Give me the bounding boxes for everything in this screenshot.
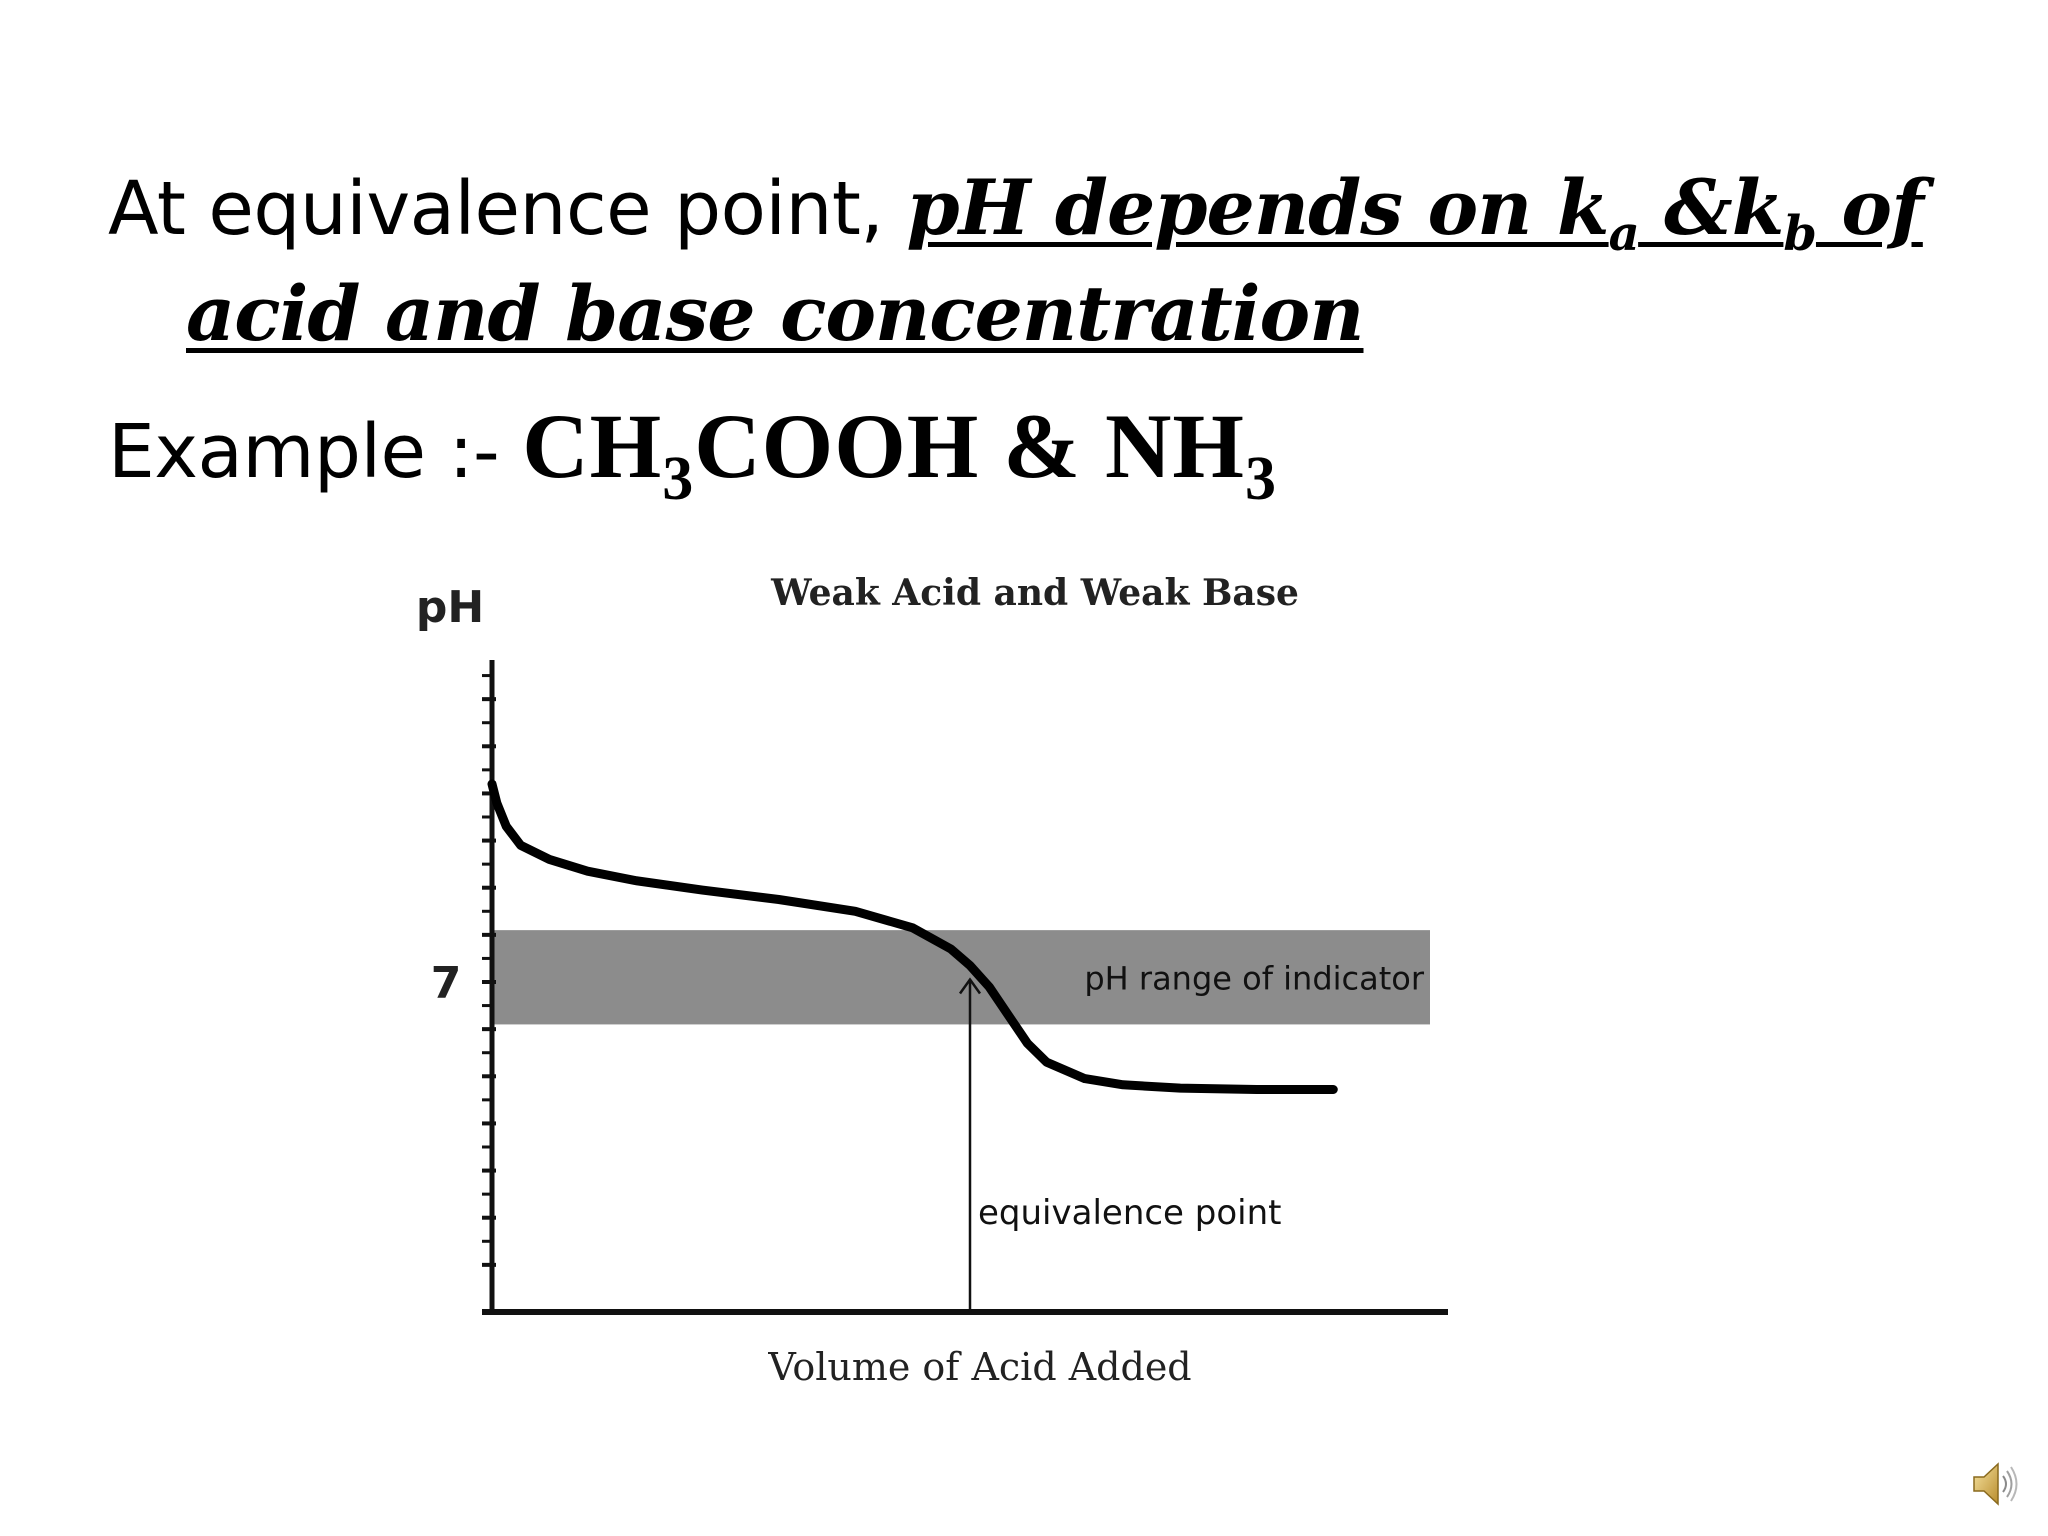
heading-prefix: At equivalence point, bbox=[108, 166, 907, 252]
heading-line-2: acid and base concentration bbox=[186, 269, 1364, 358]
kb-subscript: b bbox=[1783, 206, 1816, 262]
formula-text-2: COOH & NH bbox=[694, 395, 1245, 497]
formula-subscript-2: 3 bbox=[1244, 445, 1277, 513]
chart-title: Weak Acid and Weak Base bbox=[771, 572, 1299, 614]
titration-chart bbox=[380, 560, 1520, 1400]
example-label: Example :- bbox=[108, 409, 523, 495]
example-formula bbox=[522, 395, 1277, 513]
annotation-layer bbox=[960, 980, 1282, 1313]
slide-text bbox=[108, 158, 1988, 513]
emph-text-3: of bbox=[1815, 163, 1923, 252]
indicator-band-layer bbox=[492, 930, 1430, 1024]
y-tick-label: 7 bbox=[430, 958, 462, 1009]
y-axis-label: pH bbox=[415, 582, 485, 633]
formula-text-1: CH bbox=[522, 395, 663, 497]
formula-subscript-1: 3 bbox=[662, 445, 695, 513]
indicator-band-label: pH range of indicator bbox=[1084, 959, 1424, 998]
emph-text-1: pH depends on k bbox=[906, 163, 1609, 252]
x-axis-label: Volume of Acid Added bbox=[768, 1345, 1192, 1389]
equivalence-point-label: equivalence point bbox=[978, 1193, 1282, 1233]
emph-text-2: &k bbox=[1638, 163, 1784, 252]
heading-line-1 bbox=[108, 158, 1988, 262]
ka-subscript: a bbox=[1608, 206, 1639, 262]
speaker-icon[interactable] bbox=[1970, 1460, 2020, 1508]
heading-emphasis bbox=[906, 163, 1923, 262]
y-ticks-layer bbox=[431, 676, 496, 1265]
example-line bbox=[108, 391, 1988, 513]
